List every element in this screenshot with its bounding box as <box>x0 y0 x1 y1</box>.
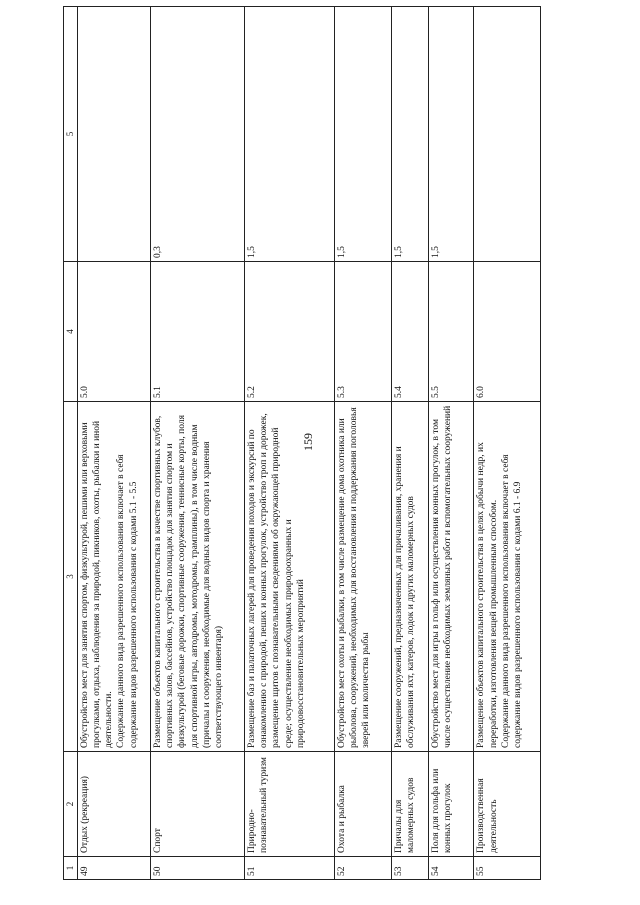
table-row <box>428 7 474 880</box>
table-row <box>151 7 245 880</box>
use-name-cell: Охота и рыбалка <box>334 752 391 857</box>
table-header <box>64 7 78 880</box>
row-number-cell: 55 <box>474 857 541 880</box>
column-header-5: 5 <box>64 7 78 262</box>
use-description-cell <box>151 402 245 752</box>
column-header-3: 3 <box>64 402 78 752</box>
use-code-cell: 5.4 <box>391 262 428 402</box>
use-name-cell: Причалы для маломерных судов <box>391 752 428 857</box>
table-row <box>474 7 541 880</box>
use-code-cell: 5.3 <box>334 262 391 402</box>
use-code-cell: 5.0 <box>78 262 151 402</box>
row-number-cell: 49 <box>78 857 151 880</box>
value-cell: 1,5 <box>334 7 391 262</box>
use-description-cell <box>334 402 391 752</box>
description-paragraph: Содержание данного вида разрешенного использования включает в себя содержание видов разрешенного использования с кодами 6.1 - 6.9 <box>500 454 523 748</box>
land-use-table-sheet <box>63 32 541 880</box>
value-cell: 1,5 <box>391 7 428 262</box>
value-cell <box>474 7 541 262</box>
description-paragraph: Размещение сооружений, предназначенных для причаливания, хранения и обслуживания яхт, катеров, лодок и других маломерных судов <box>393 446 417 748</box>
value-cell <box>78 7 151 262</box>
description-paragraph: Размещение объектов капитального строительства в целях добычи недр, их переработки, изготовления вещей промышленным способом. <box>476 442 499 748</box>
use-description-cell <box>428 402 474 752</box>
use-code-cell: 6.0 <box>474 262 541 402</box>
description-paragraph: Размещение объектов капитального строительства в качестве спортивных клубов, спортивных залов, бассейнов, устройство площадок для занятия спортом и физкультурой (беговые дорожки, спортивные сооружения, теннисные корты, поля для спортивной игры, автодромы, мотодромы, трамплины), в том числе водным (причалы и сооружения, необходимые для водных видов спорта и хранения соответствующего инвентаря) <box>153 415 224 748</box>
description-paragraph: Обустройство мест для игры в гольф или осуществления конных прогулок, в том числе осуществление необходимых земляных работ и вспомогательных сооружений <box>430 405 453 748</box>
use-code-cell: 5.2 <box>245 262 334 402</box>
use-code-cell: 5.5 <box>428 262 474 402</box>
value-cell: 0,3 <box>151 7 245 262</box>
table-row <box>334 7 391 880</box>
table-row <box>245 7 334 880</box>
use-name-cell: Природно-познавательный туризм <box>245 752 334 857</box>
header-row <box>64 7 78 880</box>
column-header-2: 2 <box>64 752 78 857</box>
row-number-cell: 51 <box>245 857 334 880</box>
value-cell: 1,5 <box>245 7 334 262</box>
use-name-cell: Поля для гольфа или конных прогулок <box>428 752 474 857</box>
description-paragraph: Обустройство мест для занятия спортом, физкультурой, пешими или верховыми прогулками, отдыха, наблюдения за природой, пикников, охоты, рыбалки и иной деятельности. <box>80 420 115 748</box>
table-body <box>78 7 541 880</box>
use-code-cell: 5.1 <box>151 262 245 402</box>
use-name-cell: Отдых (рекреация) <box>78 752 151 857</box>
use-description-cell <box>245 402 334 752</box>
use-name-cell: Спорт <box>151 752 245 857</box>
row-number-cell: 50 <box>151 857 245 880</box>
row-number-cell: 53 <box>391 857 428 880</box>
description-paragraph: Обустройство мест охоты и рыбалки, в том числе размещение дома охотника или рыболова, сооружений, необходимых для восстановления и поддержания поголовья зверей или количества рыбы <box>336 407 371 748</box>
row-number-cell: 52 <box>334 857 391 880</box>
column-header-4: 4 <box>64 262 78 402</box>
page-number: 159 <box>301 433 315 451</box>
use-description-cell <box>78 402 151 752</box>
table-row <box>391 7 428 880</box>
description-paragraph: Размещение баз и палаточных лагерей для проведения походов и экскурсий по ознакомлению с природой, пеших и конных прогулок, устройство троп и дорожек, размещение щитов с познавательными сведениями об окружающей природной среде; осуществление необходимых природоохранных и природовосстановительных мероприятий <box>247 413 306 748</box>
description-paragraph: Содержание данного вида разрешенного использования включает в себя содержание видов разрешенного использования с кодами 5.1 - 5.5 <box>116 454 139 748</box>
land-use-table <box>63 6 541 880</box>
row-number-cell: 54 <box>428 857 474 880</box>
value-cell: 1,5 <box>428 7 474 262</box>
column-header-1: 1 <box>64 857 78 880</box>
use-description-cell <box>391 402 428 752</box>
table-row <box>78 7 151 880</box>
use-description-cell <box>474 402 541 752</box>
use-name-cell: Производственная деятельность <box>474 752 541 857</box>
